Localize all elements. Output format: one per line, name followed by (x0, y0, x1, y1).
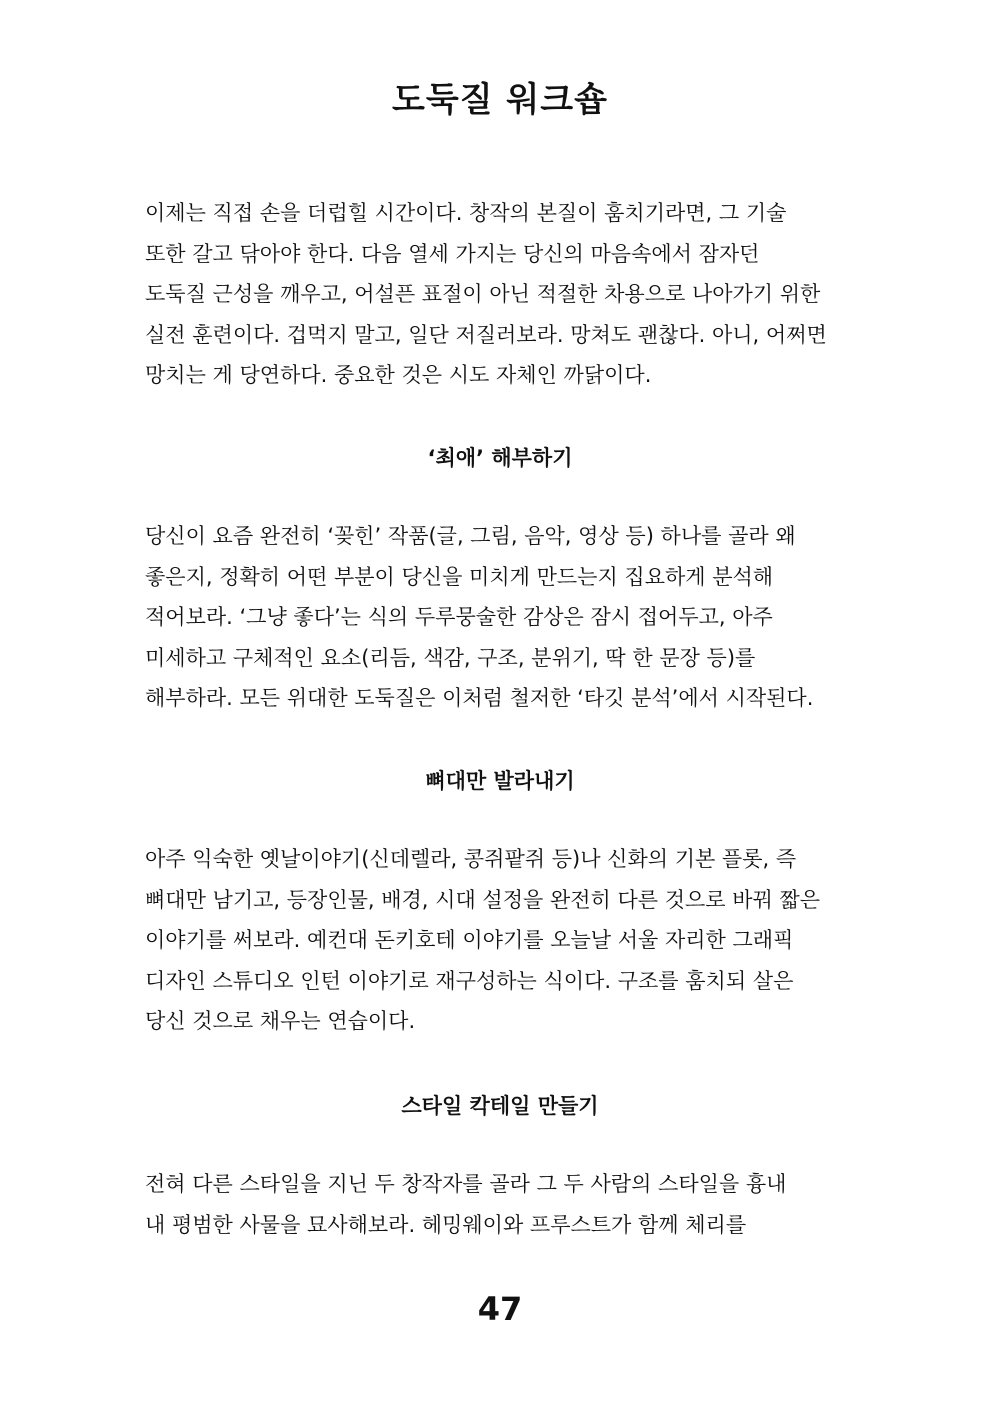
text-line: 이야기를 써보라. 예컨대 돈키호테 이야기를 오늘날 서울 자리한 그래픽 (145, 928, 794, 952)
text-line: 뼈대만 남기고, 등장인물, 배경, 시대 설정을 완전히 다른 것으로 바꿔 짧은 (145, 887, 821, 912)
text-line: 미세하고 구체적인 요소(리듬, 색감, 구조, 분위기, 딱 한 문장 등)를 (145, 645, 756, 670)
text-line: 이제는 직접 손을 더럽힐 시간이다. 창작의 본질이 훔치기라면, 그 기술 (145, 201, 787, 225)
page-number: 47 (477, 1290, 523, 1328)
section-heading-3: 스타일 칵테일 만들기 (401, 1094, 599, 1118)
text-line: 전혀 다른 스타일을 지닌 두 창작자를 골라 그 두 사람의 스타일을 흉내 (145, 1172, 787, 1196)
section-heading-2: 뼈대만 발라내기 (425, 769, 575, 793)
text-line: 해부하라. 모든 위대한 도둑질은 이처럼 철저한 ‘타깃 분석’에서 시작된다. (145, 686, 814, 710)
section-1-paragraph (145, 516, 865, 719)
text-line: 적어보라. ‘그냥 좋다’는 식의 두루뭉술한 감상은 잠시 접어두고, 아주 (145, 605, 773, 629)
text-line: 당신이 요즘 완전히 ‘꽂힌’ 작품(글, 그림, 음악, 영상 등) 하나를 골라 왜 (145, 524, 796, 548)
text-line: 또한 갈고 닦아야 한다. 다음 열세 가지는 당신의 마음속에서 잠자던 (145, 241, 760, 266)
text-line: 실전 훈련이다. 겁먹지 말고, 일단 저질러보라. 망쳐도 괜찮다. 아니, 어쩌면 (145, 322, 827, 347)
text-line: 당신 것으로 채우는 연습이다. (145, 1009, 416, 1033)
text-line: 디자인 스튜디오 인턴 이야기로 재구성하는 식이다. 구조를 훔치되 살은 (145, 968, 794, 993)
text-line: 아주 익숙한 옛날이야기(신데렐라, 콩쥐팥쥐 등)나 신화의 기본 플롯, 즉 (145, 847, 797, 871)
text-line: 망치는 게 당연하다. 중요한 것은 시도 자체인 까닭이다. (145, 363, 652, 387)
text-line: 내 평범한 사물을 묘사해보라. 헤밍웨이와 프루스트가 함께 체리를 (145, 1212, 747, 1237)
section-3-paragraph (145, 1164, 865, 1245)
page-title: 도둑질 워크숍 (392, 80, 608, 120)
section-2-paragraph (145, 839, 865, 1042)
text-line: 도둑질 근성을 깨우고, 어설픈 표절이 아닌 적절한 차용으로 나아가기 위한 (145, 282, 821, 306)
section-heading-1: ‘최애’ 해부하기 (427, 446, 573, 470)
text-line: 좋은지, 정확히 어떤 부분이 당신을 미치게 만드는지 집요하게 분석해 (145, 564, 774, 589)
intro-paragraph (145, 193, 865, 396)
